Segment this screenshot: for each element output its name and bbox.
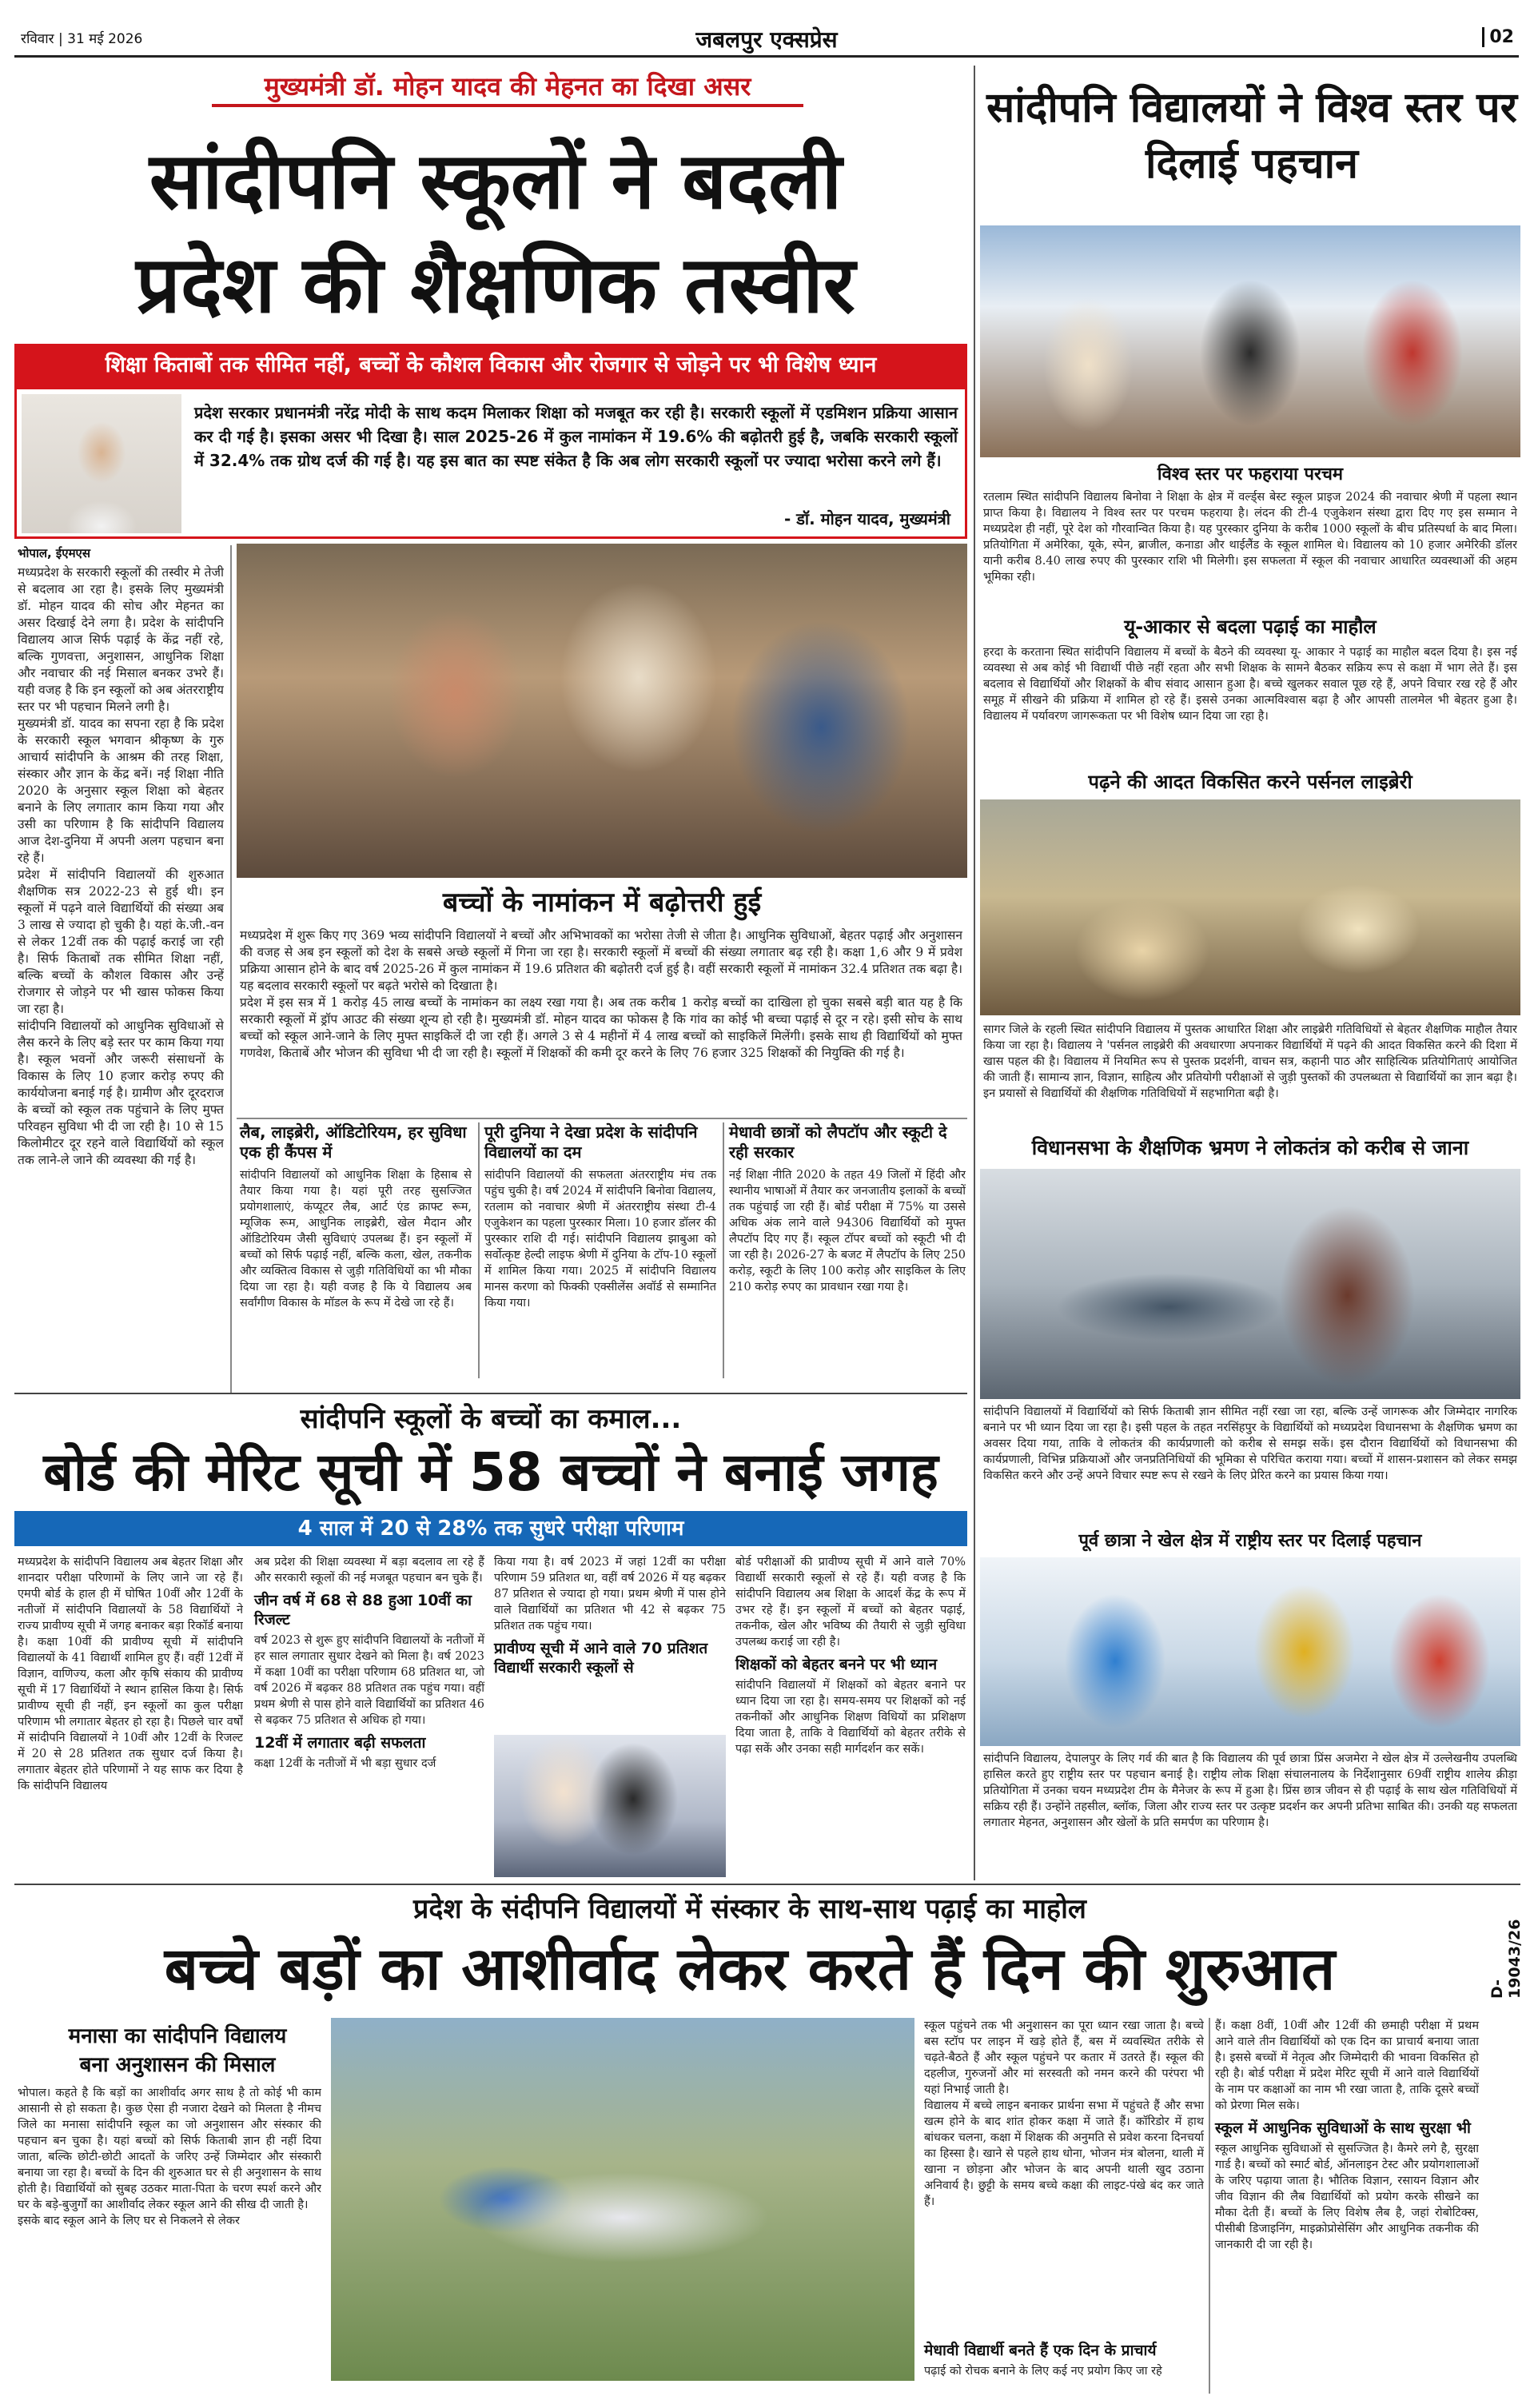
cm-celebration-photo <box>237 544 967 878</box>
bottom-headline: बच्चे बड़ों का आशीर्वाद लेकर करते हैं दिन की शुरुआत <box>164 1935 1336 2003</box>
manasa-title-1: मनासा का सांदीपनि विद्यालय <box>68 2024 287 2048</box>
right-text4: सांदीपनि विद्यालयों में विद्यार्थियों को सिर्फ किताबी ज्ञान सीमित नहीं रखा जा रहा, बल्कि उन्हें जागरूक और जिम्मेदार नागरिक बनाने पर भी ध्यान दिया जा रहा है। इसी पहल के तहत नरसिंहपुर के विद्यार्थियों को मध्यप्रदेश विधानसभा के शैक्षणिक भ्रमण का अवसर दिया गया, ताकि वे लोकतंत्र की कार्यप्रणाली को करीब से समझ सकें। इस दौरान विद्यार्थियों को विधानसभा की कार्यप्रणाली, विभिन्न प्रक्रियाओं और जनप्रतिनिधियों की भूमिका से परिचित कराया गया। बच्चों में शासन-प्रशासन को लेकर समझ विकसित करने और उन्हें अपने विचार स्पष्ट रूप से रखने के लिए प्रेरित करने का प्रयास किया गया। <box>983 1405 1517 1482</box>
bottom-col3 <box>1215 2018 1479 2309</box>
merit-col2-sub2: 12वीं में लगातार बढ़ी सफलता <box>254 1734 426 1752</box>
masthead <box>14 24 1519 58</box>
laptop-scooty-text: नई शिक्षा नीति 2020 के तहत 49 जिलों में हिंदी और स्थानीय भाषाओं में तैयार कर जनजातीय इलाकों के बच्चों तक पहुंचाई जा रही हैं। बोर्ड परीक्षा में 75% या उससे अधिक अंक लाने वाले 94306 विद्यार्थियों को मुफ्त लैपटॉप दिए गए हैं। स्कूल टॉपर बच्चों को स्कूटी भी दी जा रही है। 2026-27 के बजट में लैपटॉप के लिए 250 करोड़, स्कूटी के लिए 100 करोड़ और साइकिल के लिए 210 करोड़ रुपए का प्रावधान रखा गया है। <box>729 1169 966 1294</box>
merit-col2-sub: जीन वर्ष में 68 से 88 हुआ 10वीं का रिजल्ट <box>254 1592 472 1629</box>
computer-lab-photo <box>980 1169 1520 1399</box>
merit-col4-text: सांदीपनि विद्यालयों में शिक्षकों को बेहतर बनाने पर ध्यान दिया जा रहा है। समय-समय पर शिक्षकों को नई तकनीकों और आधुनिक शिक्षण विधियों का प्रशिक्षण दिया जाता है, ताकि वे विद्यार्थियों को बेहतर तरीके से पढ़ा सकें और उनका सही मार्गदर्शन कर सकें। <box>735 1679 966 1756</box>
right-sub2: यू-आकार से बदला पढ़ाई का माहौल <box>1124 616 1377 638</box>
merit-col2-top: अब प्रदेश की शिक्षा व्यवस्था में बड़ा बदलाव ला रहे हैं और सरकारी स्कूलों की नई मजबूत पहचान बन चुके हैं। <box>254 1556 484 1585</box>
merit-col1: मध्यप्रदेश के सांदीपनि विद्यालय अब बेहतर शिक्षा और शानदार परीक्षा परिणामों के लिए जाने जा रहे हैं। एमपी बोर्ड के हाल ही में घोषित 10वीं और 12वीं के नतीजों में सांदीपनि विद्यालयों के 58 विद्यार्थियों ने राज्य प्रावीण्य सूची में जगह बनाकर बड़ा रिकॉर्ड बनाया है। कक्षा 10वीं की प्रावीण्य सूची में सांदीपनि विद्यालयों के 41 विद्यार्थी शामिल हुए हैं। वहीं 12वीं में विज्ञान, वाणिज्य, कला और कृषि संकाय की प्रावीण्य सूची में 17 विद्यार्थियों ने स्थान हासिल किया है। सिर्फ प्रावीण्य सूची ही नहीं, इन स्कूलों का कुल परीक्षा परिणाम भी लगातार बेहतर हो रहा है। पिछले चार वर्षों में सांदीपनि विद्यालयों ने 10वीं और 12वीं के रिजल्ट में 20 से 28 प्रतिशत तक सुधार दर्ज किया है। लगातार बेहतर होते परिणामों ने यह साफ कर दिया है कि सांदीपनि विद्यालय <box>18 1556 243 1792</box>
merit-col3-sub: प्रावीण्य सूची में आने वाले 70 प्रतिशत विद्यार्थी सरकारी स्कूलों से <box>494 1640 708 1676</box>
bottom-col3-body: स्कूल आधुनिक सुविधाओं से सुसज्जित है। कैमरे लगे है, सुरक्षा गार्ड है। बच्चों को स्मार्ट बोर्ड, ऑनलाइन टेस्ट और प्रयोगशालाओं के जरिए पढ़ाया जाता है। भौतिक विज्ञान, रसायन विज्ञान और जीव विज्ञान की लैब विद्यार्थियों को प्रयोग करके सीखने का मौका देती हैं। बच्चों के लिए विशेष लैब है, जहां रोबोटिक्स, पीसीबी डिजाइनिंग, माइक्रोप्रोसेसिंग और आधुनिक तकनीक की जानकारी दी जा रही है। <box>1215 2143 1479 2251</box>
bottom-col2-tail: पढ़ाई को रोचक बनाने के लिए कई नए प्रयोग किए जा रहे <box>924 2365 1162 2378</box>
merit-col3-top: किया गया है। वर्ष 2023 में जहां 12वीं का परीक्षा परिणाम 59 प्रतिशत था, वहीं वर्ष 2026 में यह बढ़कर 87 प्रतिशत से ज्यादा हो गया। प्रथम श्रेणी में पास होने वाले विद्यार्थियों का प्रतिशत भी 42 से बढ़कर 75 प्रतिशत तक पहुंच गया। <box>494 1556 726 1633</box>
lead-red-strap: शिक्षा किताबों तक सीमित नहीं, बच्चों के कौशल विकास और रोजगार से जोड़ने पर भी विशेष ध्यान <box>14 344 967 387</box>
school-aerial-photo <box>331 2018 914 2381</box>
right-text2: हरदा के करताना स्थित सांदीपनि विद्यालय में बच्चों के बैठने की व्यवस्था यू- आकार ने पढ़ाई का माहौल बदल दिया है। इस नई व्यवस्था से अब कोई भी विद्यार्थी पीछे नहीं रहता और सभी शिक्षक के सामने बैठकर सक्रिय रूप से कक्षा में भाग लेते हैं। इस बदलाव से विद्यार्थियों और शिक्षकों के बीच संवाद आसान हुआ है। बच्चे खुलकर सवाल पूछ रहे हैं, अपने विचार रख रहे हैं और समूह में सीखने की प्रक्रिया में शामिल हो रहे हैं। इससे उनका आत्मविश्वास बढ़ा है और आपसी तालमेल भी बेहतर हुआ है। विद्यालय में पर्यावरण जागरूकता पर भी विशेष ध्यान दिया जा रहा है। <box>983 646 1517 723</box>
right-sub4: विधानसभा के शैक्षणिक भ्रमण ने लोकतंत्र को करीब से जाना <box>1031 1136 1469 1159</box>
library-reading-photo <box>980 799 1520 1015</box>
facilities-box <box>240 1122 472 1383</box>
bottom-kicker: प्रदेश के संदीपनि विद्यालयों में संस्कार के साथ-साथ पढ़ाई का माहोल <box>413 1893 1086 1925</box>
right-headline: सांदीपनि विद्यालयों ने विश्व स्तर पर दिलाई पहचान <box>986 84 1517 188</box>
merit-col2-text: वर्ष 2023 से शुरू हुए सांदीपनि विद्यालयों के नतीजों में हर साल लगातार सुधार देखने को मिला है। वर्ष 2023 में कक्षा 10वीं का परीक्षा परिणाम 68 प्रतिशत था, जो वर्ष 2026 में बढ़कर 88 प्रतिशत तक पहुंच गया। वहीं प्रथम श्रेणी से पास होने वाले विद्यार्थियों का प्रतिशत 46 से बढ़कर 75 प्रतिशत से अधिक हो गया। <box>254 1634 484 1727</box>
bottom-col2-text: स्कूल पहुंचने तक भी अनुशासन का पूरा ध्यान रखा जाता है। बच्चे बस स्टॉप पर लाइन में खड़े होते हैं, बस में व्यवस्थित तरीके से चढ़ते-बैठते हैं और स्कूल पहुंचने पर कतार में उतरते हैं। स्कूल की दहलीज, गुरुजनों और मां सरस्वती को नमन करने की परंपरा भी यहां निभाई जाती है। विद्यालय में बच्चे लाइन बनाकर प्रार्थना सभा में पहुंचते हैं और सभा खत्म होने के बाद शांत होकर कक्षा में जाते हैं। कॉरिडोर में हाथ बांधकर चलना, कक्षा में शिक्षक की अनुमति से प्रवेश करना दिनचर्या का हिस्सा है। खाने से पहले हाथ धोना, भोजन मंत्र बोलना, थाली में खाना न छोड़ना और भोजन के बाद अपनी थाली खुद उठाना अनिवार्य है। छुट्टी के समय बच्चे कक्षा की लाइट-पंखे बंद कर जाते हैं। <box>924 2019 1204 2208</box>
cm-quote-author: - डॉ. मोहन यादव, मुख्यमंत्री <box>783 509 950 528</box>
merit-col3 <box>494 1554 726 1677</box>
cm-quote-box <box>14 387 967 539</box>
award-stage-photo <box>980 225 1520 457</box>
bottom-col2-sub: मेधावी विद्यार्थी बनते हैं एक दिन के प्राचार्य <box>924 2342 1157 2359</box>
ad-code: D-19043/26 <box>1488 1919 1524 1999</box>
merit-headline: बोर्ड की मेरिट सूची में 58 बच्चों ने बनाई जगह <box>43 1441 938 1503</box>
merit-col4 <box>735 1554 966 1757</box>
kabaddi-photo <box>980 1557 1520 1746</box>
right-sub5: पूर्व छात्रा ने खेल क्षेत्र में राष्ट्रीय स्तर पर दिलाई पहचान <box>1078 1531 1422 1551</box>
laptop-scooty-box <box>729 1122 966 1383</box>
facilities-text: सांदीपनि विद्यालयों को आधुनिक शिक्षा के हिसाब से तैयार किया गया है। यहां पूरी तरह सुसज्जित प्रयोगशालाएं, कंप्यूटर लैब, आर्ट एंड क्राफ्ट रूम, म्यूजिक रूम, आधुनिक लाइब्रेरी, खेल मैदान और ऑडिटोरियम जैसी सुविधाएं उपलब्ध हैं। इन स्कूलों में बच्चों को सिर्फ पढ़ाई नहीं, बल्कि कला, खेल, तकनीक और व्यक्तित्व विकास से जुड़ी गतिविधियों का भी मौका दिया जा रहा है। यही वजह है कि ये विद्यालय अब सर्वांगीण विकास के मॉडल के रूप में देखे जा रहे हैं। <box>240 1169 472 1310</box>
facilities-title: लैब, लाइब्रेरी, ऑडिटोरियम, हर सुविधा एक ही कैंपस में <box>240 1122 467 1162</box>
merit-kicker: सांदीपनि स्कूलों के बच्चों का कमाल... <box>300 1403 682 1435</box>
students-results-photo <box>494 1735 726 1877</box>
issue-date: रविवार | 31 मई 2026 <box>21 31 143 47</box>
world-recognition-title: पूरी दुनिया ने देखा प्रदेश के सांदीपनि विद्यालयों का दम <box>484 1122 698 1162</box>
merit-col4-sub: शिक्षकों को बेहतर बनने पर भी ध्यान <box>735 1656 938 1673</box>
cm-quote-text: प्रदेश सरकार प्रधानमंत्री नरेंद्र मोदी के साथ कदम मिलाकर शिक्षा को मजबूत कर रही है। सरकारी स्कूलों में एडमिशन प्रक्रिया आसान कर दी गई है। इसका असर भी दिखा है। साल 2025-26 में कुल नामांकन में 19.6% की बढ़ोतरी हुई है, जबकि सरकारी स्कूलों में 32.4% तक ग्रोथ दर्ज की गई है। यह इस बात का स्पष्ट संकेत है कि अब लोग सरकारी स्कूलों पर ज्यादा भरोसा करने लगे हैं। <box>194 403 958 470</box>
manasa-title-2: बना अनुशासन की मिसाल <box>79 2053 276 2077</box>
paper-name: जबलपुर एक्सप्रेस <box>695 26 838 53</box>
right-text3: सागर जिले के रहली स्थित सांदीपनि विद्यालय में पुस्तक आधारित शिक्षा और लाइब्रेरी गतिविधियों से बेहतर शैक्षणिक माहौल तैयार किया जा रहा है। विद्यालय ने 'पर्सनल लाइब्रेरी की अवधारणा अपनाकर विद्यार्थियों में पढ़ने की आदत विकसित करने की दिशा में खास पहल की है। विद्यालय में नियमित रूप से पुस्तक प्रदर्शनी, वाचन सत्र, कहानी पाठ और साहित्यिक प्रतियोगिताएं आयोजित की जाती हैं। सामान्य ज्ञान, विज्ञान, साहित्य और प्रतियोगी परीक्षाओं से जुड़ी पुस्तकों की उपलब्धता से विद्यार्थियों का ज्ञान बढ़ा है। इन प्रयासों से विद्यार्थियों की शैक्षणिक गतिविधियों में सहभागिता बढ़ी है। <box>983 1023 1517 1100</box>
bottom-col2 <box>924 2018 1204 2379</box>
world-recognition-box <box>484 1122 716 1383</box>
lead-column-1: मध्यप्रदेश के सरकारी स्कूलों की तस्वीर मे तेजी से बदलाव आ रहा है। इसके लिए मुख्यमंत्री डॉ. मोहन यादव की सोच और मेहनत का असर दिखाई देने लगा है। प्रदेश के सांदीपनि विद्यालय आज सिर्फ पढ़ाई के केंद्र नहीं रहे, बल्कि गुणवत्ता, अनुशासन, आधुनिक शिक्षा और नवाचार की नई मिसाल बनकर उभरे हैं। यही वजह है कि इन स्कूलों को अब अंतरराष्ट्रीय स्तर पर भी पहचान मिलने लगी है। मुख्यमंत्री डॉ. यादव का सपना रहा है कि प्रदेश के सरकारी स्कूल भगवान श्रीकृष्ण के गुरु आचार्य सांदीपनि के आश्रम की तरह शिक्षा, संस्कार और ज्ञान के केंद्र बनें। नई शिक्षा नीति 2020 के अनुसार स्कूल शिक्षा को बेहतर बनाने के लिए लगातार काम किया गया और उसी का परिणाम है कि सांदीपनि विद्यालय आज देश-दुनिया में अपनी अलग पहचान बना रहे हैं। प्रदेश में सांदीपनि विद्यालयों की शुरुआत शैक्षणिक सत्र 2022-23 से हुई थी। इन स्कूलों में पढ़ने वाले विद्यार्थियों की संख्या अब 3 लाख से ज्यादा हो चुकी है। यहां के.जी.-वन से लेकर 12वीं तक की पढ़ाई कराई जा रही है। सिर्फ किताबों तक सीमित शिक्षा नहीं, बल्कि बच्चों के कौशल विकास और उन्हें रोजगार से जोड़ने पर भी खास फोकस किया जा रहा है। सांदीपनि विद्यालयों को आधुनिक सुविधाओं से लैस करने के लिए बड़े स्तर पर काम किया गया है। स्कूल भवनों और जरूरी संसाधनों के विकास के लिए 10 हजार करोड़ रुपए की कार्ययोजना बनाई गई है। ग्रामीण और दूरदराज के बच्चों को स्कूल तक पहुंचाने के लिए मुफ्त परिवहन सुविधा भी दी जा रही है। 10 से 15 किलोमीटर दूर रहने वाले विद्यार्थियों को स्कूल तक लाने-ले जाने की व्यवस्था की गई है। <box>18 565 224 1167</box>
cm-portrait-photo <box>22 394 181 533</box>
lead-kicker: मुख्यमंत्री डॉ. मोहन यादव की मेहनत का दिखा असर <box>212 74 803 107</box>
right-sub1: विश्व स्तर पर फहराया परचम <box>1157 464 1344 484</box>
merit-col4-top: बोर्ड परीक्षाओं की प्रावीण्य सूची में आने वाले 70% विद्यार्थी सरकारी स्कूलों से रहे हैं। यही वजह है कि सांदीपनि विद्यालय अब शिक्षा के आदर्श केंद्र के रूप में उभर रहे हैं। इन स्कूलों में बच्चों को बेहतर पढ़ाई, तकनीक, खेल और भविष्य की तैयारी से जुड़ी सुविधा उपलब्ध कराई जा रही है। <box>735 1556 966 1649</box>
right-text5: सांदीपनि विद्यालय, देपालपुर के लिए गर्व की बात है कि विद्यालय की पूर्व छात्रा प्रिंस अजमेरा ने खेल क्षेत्र में उल्लेखनीय उपलब्धि हासिल करते हुए राष्ट्रीय स्तर पर पहचान बनाई है। राष्ट्रीय लोक शिक्षा संचालनालय के निर्देशानुसार 69वीं राष्ट्रीय शालेय क्रीड़ा प्रतियोगिता में उनका चयन मध्यप्रदेश टीम के मैनेजर के रूप में हुआ है। प्रिंस छात्र जीवन से ही पढ़ाई के साथ खेल गतिविधियों में सक्रिय रही हैं। उन्होंने तहसील, ब्लॉक, जिला और राज्य स्तर पर उत्कृष्ट प्रदर्शन कर अपनी प्रतिभा साबित की। उनकी यह सफलता लगातार मेहनत, अनुशासन और खेलों के प्रति समर्पण का परिणाम है। <box>983 1752 1517 1829</box>
enrol-subhead: बच्चों के नामांकन में बढ़ोत्तरी हुई <box>442 887 762 919</box>
lead-headline-2: प्रदेश की शैक्षणिक तस्वीर <box>136 240 855 331</box>
bottom-col3-sub: स्कूल में आधुनिक सुविधाओं के साथ सुरक्षा भी <box>1215 2119 1471 2137</box>
enrol-text: मध्यप्रदेश में शुरू किए गए 369 भव्य सांदीपनि विद्यालयों ने बच्चों और अभिभावकों का भरोसा तेजी से जीता है। आधुनिक सुविधाओं, बेहतर पढ़ाई और अनुशासन की वजह से अब इन स्कूलों को देश के सबसे अच्छे स्कूलों में गिना जा रहा है। सरकारी स्कूलों में बच्चों की संख्या लगातार बढ़ रही है। कक्षा 1,6 और 9 में प्रवेश प्रक्रिया आसान होने के बाद वर्ष 2025-26 में कुल नामांकन में 19.6 प्रतिशत की बढ़ोतरी दर्ज हुई है। वहीं सरकारी स्कूलों में नामांकन 32.4 प्रतिशत तक बढ़ा है। यह बदलाव सरकारी स्कूलों पर बढ़ते भरोसे को दिखाता है। प्रदेश में इस सत्र में 1 करोड़ 45 लाख बच्चों के नामांकन का लक्ष्य रखा गया है। अब तक करीब 1 करोड़ बच्चों का दाखिला हो चुका सबसे बड़ी बात यह है कि सरकारी स्कूलों में ड्रॉप आउट की संख्या शून्य हो रही है। मुख्यमंत्री डॉ. मोहन यादव का फोकस है कि गांव का कोई भी बच्चा पढ़ाई से दूर न रहे। इसी सोच के साथ बच्चों को स्कूल आने-जाने के लिए मुफ्त साइकिलें दी जा रही हैं। अगले 3 से 4 महीनों में 4 लाख बच्चों को साइकिलें मिलेंगी। इसके साथ ही विद्यार्थियों को मुफ्त गणवेश, किताबें और भोजन की सुविधा भी दी जा रही है। स्कूलों में शिक्षकों की कमी दूर करने के लिए 76 हजार 325 शिक्षकों की नियुक्ति की गई है। <box>240 928 962 1060</box>
right-sub3: पढ़ने की आदत विकसित करने पर्सनल लाइब्रेरी <box>1088 771 1412 793</box>
world-recognition-text: सांदीपनि विद्यालयों की सफलता अंतरराष्ट्रीय मंच तक पहुंच चुकी है। वर्ष 2024 में सांदीपनि बिनोवा विद्यालय, रतलाम को नवाचार श्रेणी में अंतरराष्ट्रीय संस्था टी-4 एजुकेशन का पहला पुरस्कार मिला। 10 हजार डॉलर की पुरस्कार राशि दी गई। सांदीपनि विद्यालय झाबुआ को सर्वोत्कृष्ट हेल्दी लाइफ श्रेणी में दुनिया के टॉप-10 स्कूलों में शामिल किया गया। 2025 में सांदीपनि विद्यालय मानस करणा को फिक्की एक्सीलेंस अवॉर्ड से सम्मानित किया गया। <box>484 1169 716 1310</box>
laptop-scooty-title: मेधावी छात्रों को लैपटॉप और स्कूटी दे रही सरकार <box>729 1122 947 1162</box>
merit-col2 <box>254 1554 484 1772</box>
dateline: भोपाल, ईएमएस <box>18 546 90 560</box>
merit-col2-tail: कक्षा 12वीं के नतीजों में भी बड़ा सुधार दर्ज <box>254 1757 436 1770</box>
bottom-col3-text: हैं। कक्षा 8वीं, 10वीं और 12वीं की छमाही परीक्षा में प्रथम आने वाले तीन विद्यार्थियों को एक दिन का प्राचार्य बनाया जाता है। इससे बच्चों में नेतृत्व और जिम्मेदारी की भावना विकसित हो रही है। बोर्ड परीक्षा में प्रदेश मेरिट सूची में आने वाले विद्यार्थियों के नाम पर कक्षाओं का नाम भी रखा जाता है, ताकि दूसरे बच्चों को प्रेरणा मिल सके। <box>1215 2019 1479 2112</box>
lead-headline-1: सांदीपनि स्कूलों ने बदली <box>149 136 843 227</box>
merit-blue-strap: 4 साल में 20 से 28% तक सुधरे परीक्षा परिणाम <box>14 1511 967 1546</box>
page-number: 02 <box>1482 27 1514 47</box>
right-text1: रतलाम स्थित सांदीपनि विद्यालय बिनोवा ने शिक्षा के क्षेत्र में वर्ल्ड्स बेस्ट स्कूल प्राइज 2024 की नवाचार श्रेणी में पहला स्थान प्राप्त किया है। विद्यालय ने विश्व स्तर पर परचम फहराया है। लंदन की टी-4 एजुकेशन संस्था द्वारा दिए गए इस सम्मान ने मध्यप्रदेश ही नहीं, पूरे देश को गौरवान्वित किया है। यह पुरस्कार दुनिया के करीब 1000 स्कूलों के बीच प्रतिस्पर्धा के बाद मिला। प्रतियोगिता में अमेरिका, यूके, स्पेन, ब्राजील, कनाडा और थाईलैंड के स्कूल शामिल थे। विद्यालय को 10 हजार अमेरिकी डॉलर यानी करीब 8.40 लाख रुपए की पुरस्कार राशि भी मिलेगी। इस सफलता में स्कूल की नवाचार आधारित व्यवस्थाओं की अहम भूमिका रही। <box>983 491 1517 584</box>
manasa-text: भोपाल। कहते है कि बड़ों का आशीर्वाद अगर साथ है तो कोई भी काम आसानी से हो सकता है। कुछ ऐसा ही नजारा देखने को मिलता है नीमच जिले का मनासा सांदीपनि स्कूल का जो अनुशासन और संस्कार की पहचान बन चुका है। यहां बच्चों को सिर्फ किताबी ज्ञान ही नहीं दिया जाता, बल्कि छोटी-छोटी आदतों के जरिए उन्हें जिम्मेदार और संस्कारी बनाया जा रहा है। बच्चों के दिन की शुरुआत घर से ही अनुशासन के साथ होती है। विद्यार्थियों को सुबह उठकर माता-पिता के चरण स्पर्श करने और घर के बड़े-बुजुर्गों का आशीर्वाद लेकर स्कूल आने की सीख दी जाती है। इसके बाद स्कूल आने के लिए घर से निकलने से लेकर <box>18 2087 321 2227</box>
